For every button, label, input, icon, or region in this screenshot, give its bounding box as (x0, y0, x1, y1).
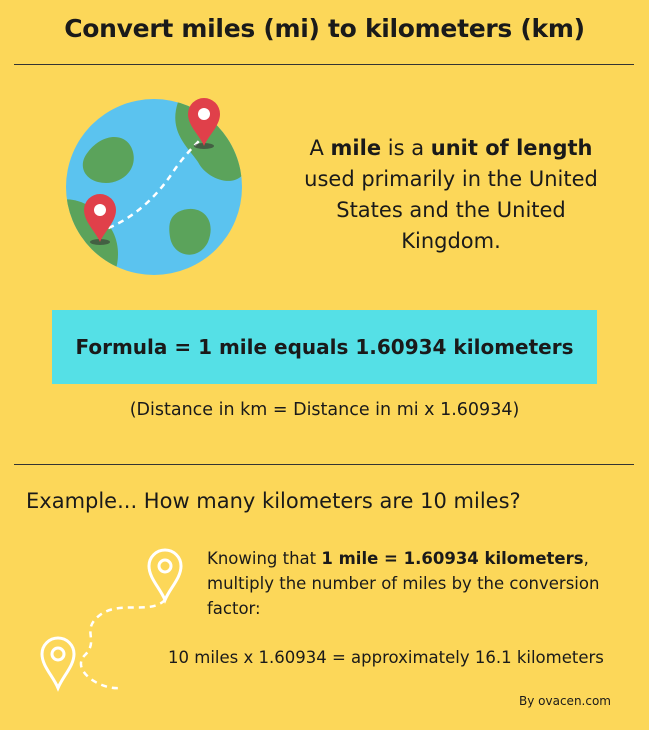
route-illustration (30, 540, 200, 710)
location-outline-icon (42, 638, 74, 688)
conversion-explanation: Knowing that 1 mile = 1.60934 kilometers, multiply the number of miles by the conversion factor: (207, 549, 600, 618)
example-question: Example... How many kilometers are 10 miles? (26, 489, 521, 513)
formula-text: Formula = 1 mile equals 1.60934 kilometers (75, 335, 574, 359)
divider-middle (14, 464, 634, 465)
page-title: Convert miles (mi) to kilometers (km) (64, 14, 585, 43)
conversion-result: 10 miles x 1.60934 = approximately 16.1 kilometers (168, 648, 604, 667)
formula-box (52, 310, 597, 384)
credit-text: By ovacen.com (519, 694, 611, 708)
globe-icon (58, 99, 248, 292)
divider-top (14, 64, 634, 65)
globe-illustration (58, 92, 258, 292)
equation-note: (Distance in km = Distance in mi x 1.60934) (129, 400, 520, 420)
intro-text: A mile is a unit of length used primarily in the United States and the United Kingdom. (304, 136, 598, 253)
location-outline-icon (149, 550, 181, 600)
